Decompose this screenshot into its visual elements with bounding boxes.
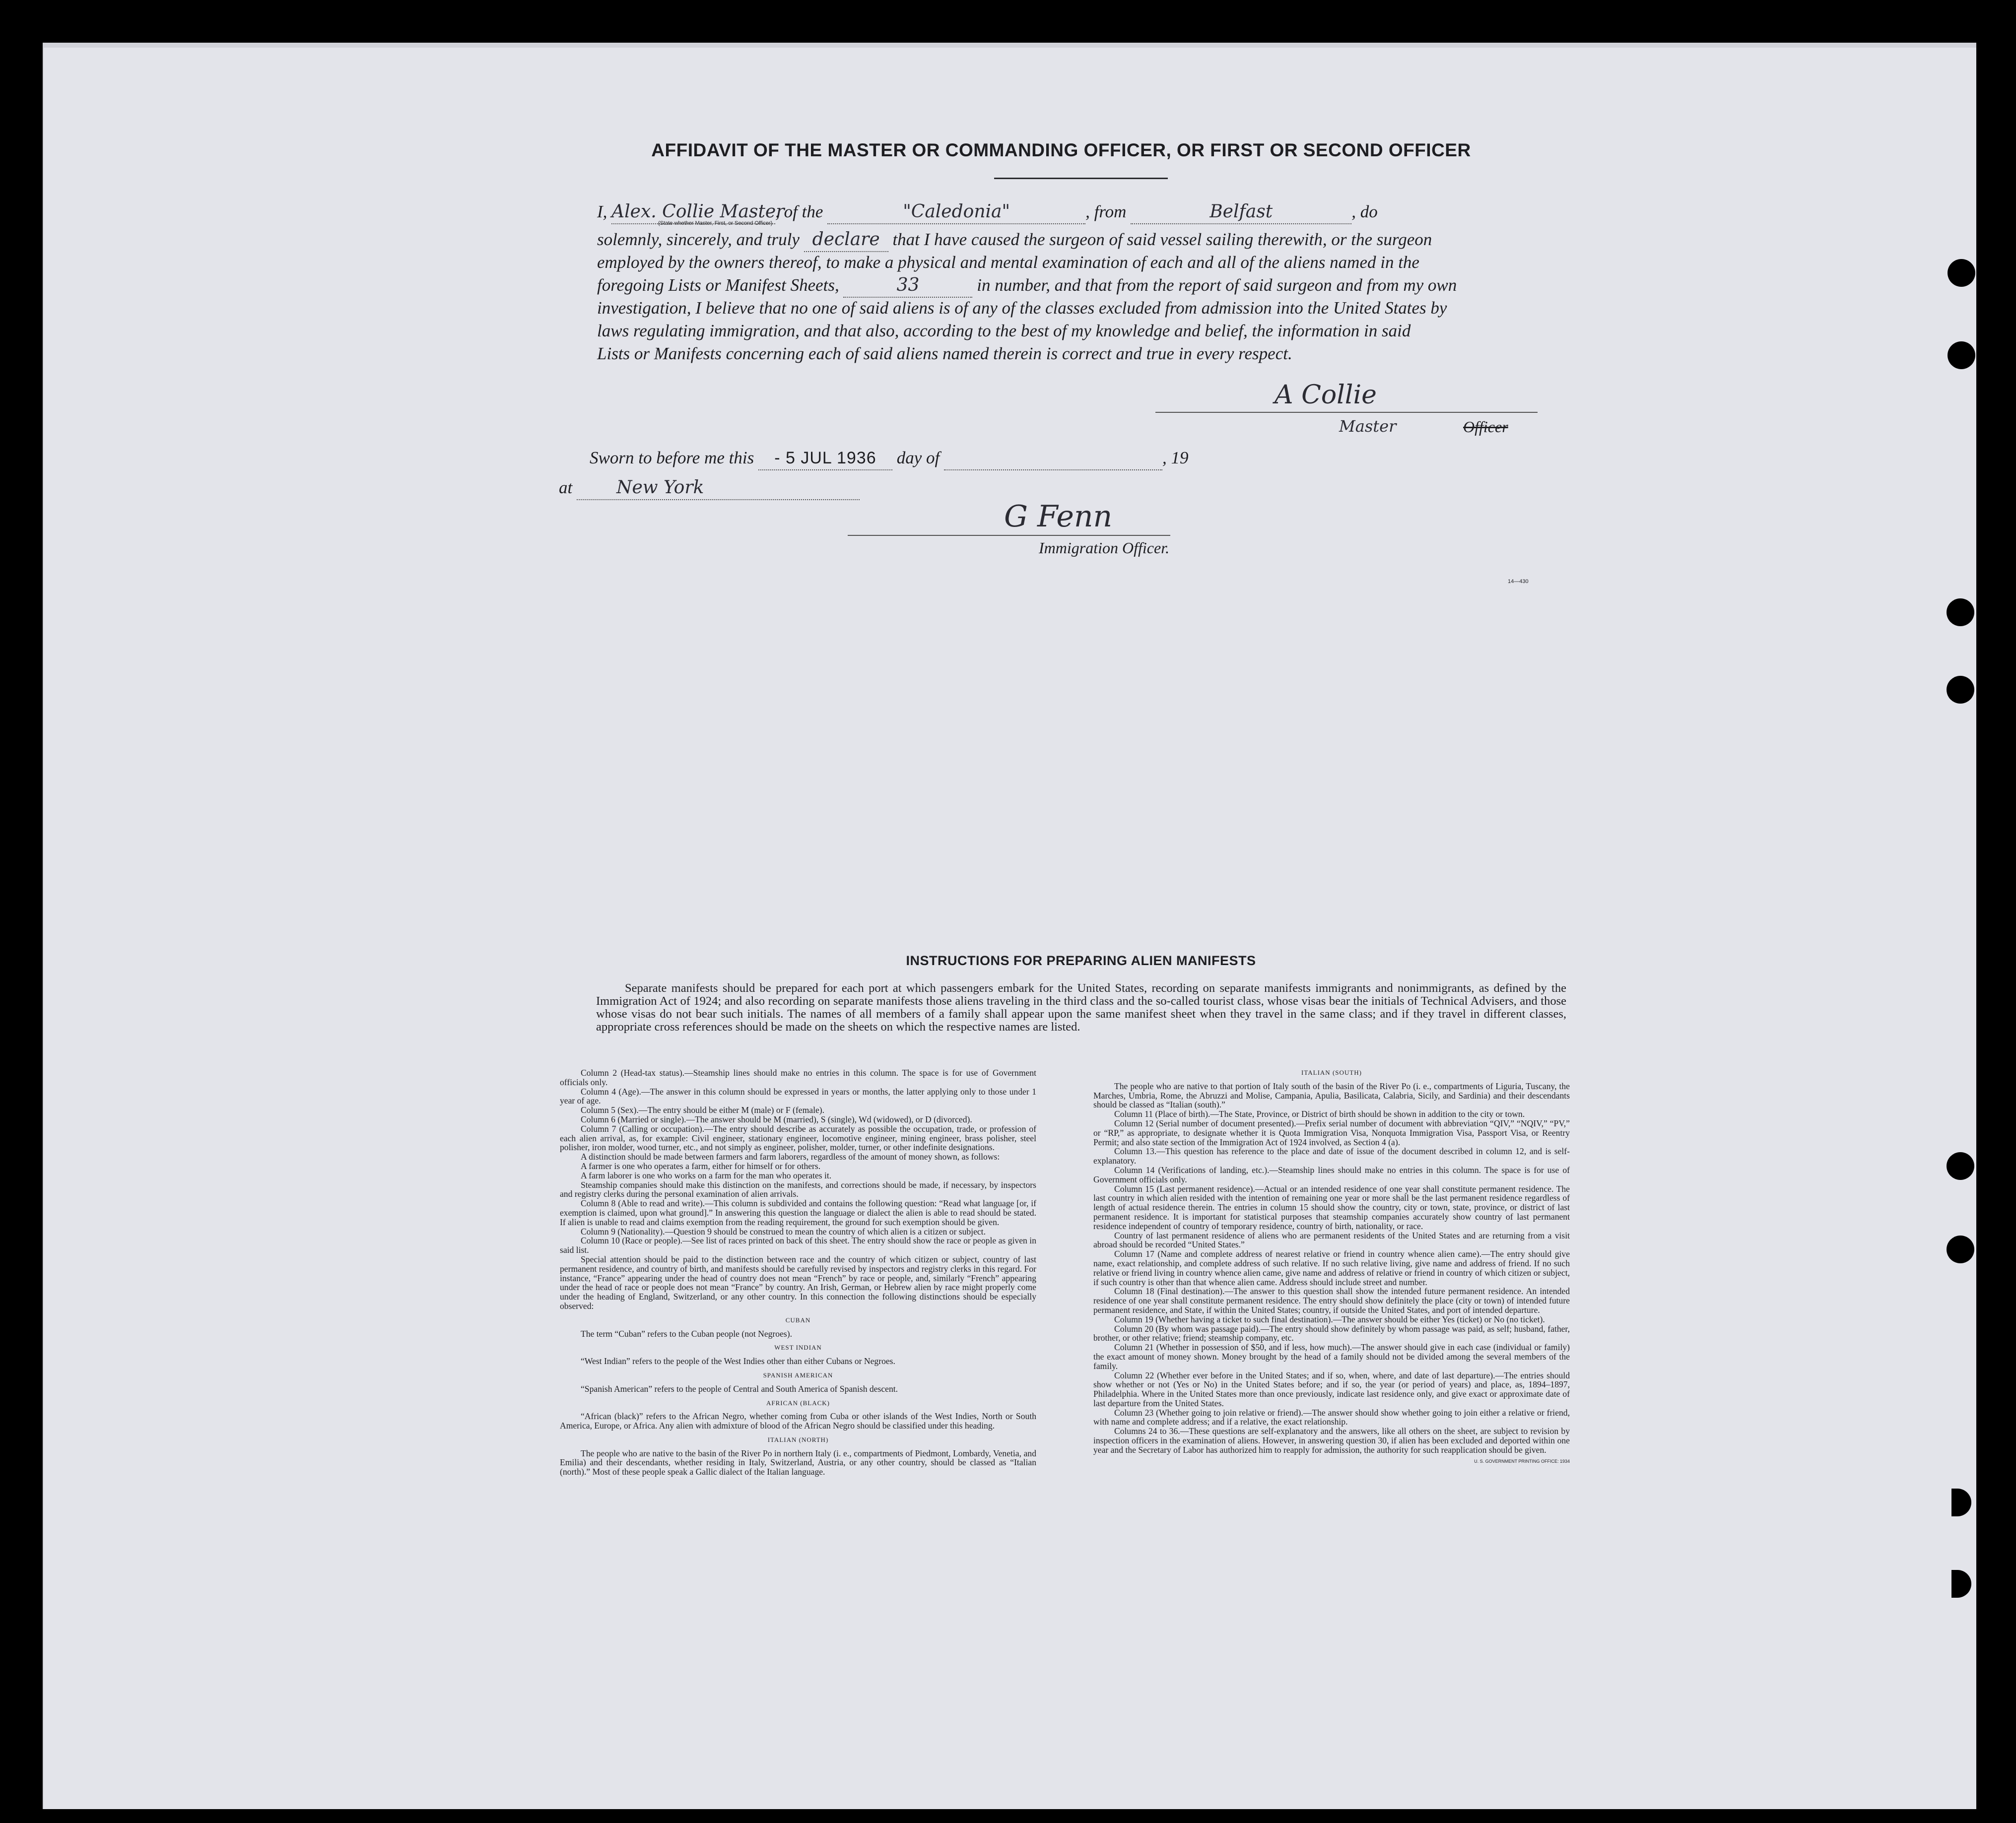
port-field: Belfast	[1131, 200, 1351, 224]
instruction-paragraph: Column 10 (Race or people).—See list of races printed on back of this sheet. The entry should show the race or people as given in said list.	[560, 1236, 1036, 1255]
officer-caption: (State whether Master, First, or Second Officer)	[658, 220, 773, 226]
affidavit-do: , do	[1351, 202, 1378, 221]
instruction-paragraph: Column 13.—This question has reference to the place and date of issue of the document described in column 12, and is self-explanatory.	[1093, 1146, 1570, 1166]
sworn-line	[590, 447, 1567, 470]
affidavit-title: AFFIDAVIT OF THE MASTER OR COMMANDING OFFICER, OR FIRST OR SECOND OFFICER	[651, 140, 1471, 160]
instruction-paragraph: Column 15 (Last permanent residence).—Actual or an intended residence of one year shall constitute permanent residence. The last country in which alien resided with the intention of remaining one year or more shall be the last permanent residence regardless of length of actual residence therein. The entries in column 15 should show the country, city or town, state, province, or district of last permanent residence. It is important for statistical purposes that steamship companies accurately show country of last permanent residence independent of country of temporary residence, country of birth, nationality, or race.	[1093, 1183, 1570, 1231]
cuban-heading: CUBAN	[785, 1316, 811, 1324]
officer-name-field: Alex. Collie Master	[611, 200, 775, 224]
instruction-paragraph: Column 22 (Whether ever before in the United States; and if so, when, where, and date of last departure).—The entries should show whether or not (Yes or No) in the United States before; and if so, the year (or period of years) and place, as, 1894–1897, Philadelphia. Where in the United States more than once previously, indicate last residence only, and give exact or approximate date of last departure from the United States.	[1093, 1370, 1570, 1408]
affidavit-line-5: investigation, I believe that no one of said aliens is of any of the classes excluded from admission into the United States by	[597, 298, 1447, 318]
affidavit-line-7: Lists or Manifests concerning each of said aliens named therein is correct and true in every respect.	[597, 344, 1292, 363]
instruction-paragraph: Country of last permanent residence of aliens who are permanent residents of the United States and are returning from a visit abroad should be recorded “United States.”	[1093, 1230, 1570, 1250]
title-rule	[994, 178, 1168, 179]
instruction-paragraph: Columns 24 to 36.—These questions are self-explanatory and the answers, like all others on the sheet, are subject to revision by inspection officers in the examination of aliens. However, in answering question 30, if alien has been excluded and deported within one year and the Secretary of Labor has authorized him to reapply for admission, the authority for such reapplication should be given.	[1093, 1426, 1570, 1455]
spanish-american-text: “Spanish American” refers to the people of Central and South America of Spanish descent.	[581, 1383, 898, 1394]
affidavit-line-4-end: in number, and that from the report of said surgeon and from my own	[977, 275, 1457, 295]
instruction-paragraph: Column 6 (Married or single).—The answer should be M (married), S (single), Wd (widowed), or D (divorced).	[581, 1114, 972, 1124]
instruction-paragraph: A distinction should be made between farmers and farm laborers, regardless of the amount of money shown, as follows:	[581, 1152, 1000, 1162]
punch-hole	[1948, 341, 1975, 369]
immigration-officer-label: Immigration Officer.	[1039, 539, 1170, 557]
sworn-text: Sworn to before me this	[590, 448, 754, 467]
instruction-paragraph: Steamship companies should make this distinction on the manifests, and corrections should be made, if necessary, by inspectors and registry clerks during the personal examination of alien arrivals.	[560, 1179, 1036, 1199]
punch-hole	[1947, 598, 1974, 626]
instruction-paragraph: Column 20 (By whom was passage paid).—The entry should show definitely by whom passage was paid, as self; husband, father, brother, or other relative; friend; steamship company, etc.	[1093, 1323, 1570, 1343]
instruction-paragraph: Special attention should be paid to the distinction between race and the country of which citizen or subject, country of last permanent residence, and country of birth, and manifests should be carefully revised by inspectors and registry clerks in this regard. For instance, “France” appearing under the head of country does not mean “French” by race or people, and, similarly “French” appearing under the head of race or people does not mean “France” by country. An Irish, German, or Hebrew alien by race might properly come under the heading of England, Switzerland, or any other country. In this connection the following distinctions should be especially observed:	[560, 1254, 1036, 1311]
instruction-paragraph: Column 8 (Able to read and write).—This column is subdivided and contains the following question: “Read what language [or, if exemption is claimed, upon what ground].” In answering this question the language or dialect the alien is able to read should be stated. If alien is unable to read and claims exemption from the reading requirement, the ground for such exemption should be given.	[560, 1198, 1036, 1227]
italian-north-heading: ITALIAN (NORTH)	[767, 1435, 829, 1443]
year-prefix: , 19	[1162, 448, 1189, 467]
officer-signature-line	[848, 535, 1170, 536]
form-number: 14—430	[1508, 579, 1529, 585]
at-line	[559, 476, 1537, 500]
affidavit-line-2-end: that I have caused the surgeon of said vessel sailing therewith, or the surgeon	[892, 230, 1432, 249]
west-indian-text: “West Indian” refers to the people of the West Indies other than either Cubans or Negroes.	[581, 1356, 895, 1367]
date-stamp: - 5 JUL 1936	[758, 447, 892, 470]
instructions-intro: Separate manifests should be prepared for each port at which passengers embark for the United States, recording on separate manifests immigrants and nonimmigrants, as defined by the Immigration Act of 1924; and also recording on separate manifests those aliens traveling in the third class and the so-called tourist class, whose visas bear the initials of Technical Advisers, and those whose visas do not bear such initials. The names of all members of a family shall appear upon the same manifest sheet when they travel in the same class; and if they travel in different classes, appropriate cross references should be made on the sheets on which the respective names are listed.	[596, 981, 1566, 1034]
instruction-paragraph: Column 21 (Whether in possession of $50, and if less, how much).—The answer should give in each case (individual or family) the exact amount of money shown. Money brought by the head of a family should not be divided among the several members of the family.	[1093, 1342, 1570, 1371]
month-field	[944, 447, 1162, 470]
punch-hole	[1947, 1236, 1974, 1263]
affidavit-line-6: laws regulating immigration, and that also, according to the best of my knowledge and belief, the information in said	[597, 321, 1411, 340]
instruction-paragraph: The people who are native to that portion of Italy south of the basin of the River Po (i. e., compartments of Liguria, Tuscany, the Marches, Umbria, Rome, the Abruzzi and Molise, Campania, Apulia, Basilicata, Calabria, Sicily, and Sardinia) and their descendants should be classed as “Italian (south).”	[1093, 1081, 1570, 1110]
day-of-text: day of	[896, 448, 940, 467]
instruction-paragraph: A farmer is one who operates a farm, either for himself or for others.	[581, 1161, 821, 1171]
instructions-right-column	[1093, 1068, 1570, 1466]
affidavit-i: I,	[597, 202, 607, 221]
spanish-american-heading: SPANISH AMERICAN	[763, 1371, 833, 1379]
master-handwritten: Master	[1339, 417, 1397, 436]
page-fold-edge	[44, 43, 1976, 48]
instruction-paragraph: Column 17 (Name and complete address of nearest relative or friend in country whence alien came).—The entry should give name, exact relationship, and complete address of such relative. If no such relative living, give name and address of friend. If no such relative or friend living in country whence alien came, give name and address of relative or friend in country of which citizen or subject, if such country is other than that whence alien came. Address should include street and number.	[1093, 1249, 1570, 1287]
master-signature: A Collie	[1275, 380, 1377, 410]
affidavit-from: , from	[1085, 202, 1127, 221]
immigration-officer-signature: G Fenn	[1004, 499, 1113, 534]
instruction-paragraph: Column 12 (Serial number of document presented).—Prefix serial number of document with abbreviation “QIV,” “NQIV,” “PV,” or “RP,” as appropriate, to designate whether it is Quota Immigration Visa, Nonquota Immigration Visa, Passport Visa, or Reentry Permit; and also state section of the Immigration Act of 1924 involved, as Section 4 (a).	[1093, 1118, 1570, 1147]
affidavit-line-2-start: solemnly, sincerely, and truly	[597, 230, 800, 249]
affidavit-line-2	[597, 228, 1575, 252]
instruction-paragraph: Column 19 (Whether having a ticket to such final destination).—The answer should be either Yes (ticket) or No (no ticket).	[1114, 1314, 1545, 1324]
instruction-paragraph: Column 4 (Age).—The answer in this column should be expressed in years or months, the latter applying only to those under 1 year of age.	[560, 1086, 1036, 1106]
instructions-title: INSTRUCTIONS FOR PREPARING ALIEN MANIFESTS	[906, 953, 1256, 968]
signature-line	[1155, 412, 1538, 413]
ship-name-field: "Caledonia"	[827, 200, 1085, 224]
punch-hole	[1947, 676, 1974, 704]
italian-south-heading: ITALIAN (SOUTH)	[1301, 1069, 1362, 1076]
officer-struck-text: Officer	[1463, 418, 1508, 436]
place-field: New York	[577, 476, 860, 500]
sheets-count-field: 33	[843, 274, 972, 298]
punch-hole	[1947, 1152, 1974, 1180]
african-text: “African (black)” refers to the African Negro, whether coming from Cuba or other islands of the West Indies, North or South America, Europe, or Africa. Any alien with admixture of blood of the African Negro should be classified under this heading.	[560, 1411, 1036, 1431]
cuban-text: The term “Cuban” refers to the Cuban people (not Negroes).	[581, 1328, 793, 1339]
instruction-paragraph: A farm laborer is one who works on a farm for the man who operates it.	[581, 1170, 832, 1180]
affidavit-line-3: employed by the owners thereof, to make a physical and mental examination of each and all of the aliens named in the	[597, 253, 1419, 272]
affidavit-line-4-start: foregoing Lists or Manifest Sheets,	[597, 275, 839, 295]
instruction-paragraph: Column 5 (Sex).—The entry should be either M (male) or F (female).	[581, 1105, 825, 1115]
instruction-paragraph: Column 11 (Place of birth).—The State, Province, or District of birth should be shown in addition to the city or town.	[1114, 1109, 1525, 1119]
at-text: at	[559, 478, 573, 497]
instruction-paragraph: Column 23 (Whether going to join relative or friend).—The answer should show whether going to join either a relative or friend, with name and complete address; and if a relative, the exact relationship.	[1093, 1407, 1570, 1427]
instruction-paragraph: Column 9 (Nationality).—Question 9 should be construed to mean the country of which alien is a citizen or subject.	[581, 1226, 986, 1237]
instruction-paragraph: Column 18 (Final destination).—The answer to this question shall show the intended future permanent residence. An intended residence of one year shall constitute permanent residence. The entry should show definitely the place (city or town) of intended future permanent residence, and State, if within the United States; country, if outside the United States, and port of intended departure.	[1093, 1286, 1570, 1315]
affidavit-of-the: , of the	[775, 202, 823, 221]
west-indian-heading: WEST INDIAN	[774, 1344, 822, 1352]
italian-north-text: The people who are native to the basin of the River Po in northern Italy (i. e., compartments of Piedmont, Lombardy, Venetia, and Emilia) and their descendants, whether residing in Italy, Switzerland, Austria, or any other country, should be classed as “Italian (north).” Most of these people speak a Gallic dialect of the Italian language.	[560, 1448, 1036, 1477]
instruction-paragraph: Column 14 (Verifications of landing, etc.).—Steamship lines should make no entries in this column. The space is for use of Government officials only.	[1093, 1165, 1570, 1184]
instruction-paragraph: Column 2 (Head-tax status).—Steamship lines should make no entries in this column. The space is for use of Government officials only.	[560, 1068, 1036, 1087]
punch-hole	[1948, 259, 1975, 287]
declare-field: declare	[804, 228, 888, 252]
african-heading: AFRICAN (BLACK)	[766, 1399, 830, 1407]
affidavit-line-4	[597, 274, 1575, 298]
printer-imprint: U. S. GOVERNMENT PRINTING OFFICE: 1934	[1474, 1458, 1570, 1464]
instructions-left-column	[560, 1068, 1036, 1477]
manifest-sheet	[43, 43, 1976, 1809]
instruction-paragraph: Column 7 (Calling or occupation).—The entry should describe as accurately as possible the occupation, trade, or profession of each alien arrival, as, for example: Civil engineer, stationary engineer, locomotive engineer, mining engineer, brass polisher, steel polisher, iron molder, wood turner, etc., and not simply as engineer, polisher, molder, turner, or other indefinite designations.	[560, 1123, 1036, 1153]
